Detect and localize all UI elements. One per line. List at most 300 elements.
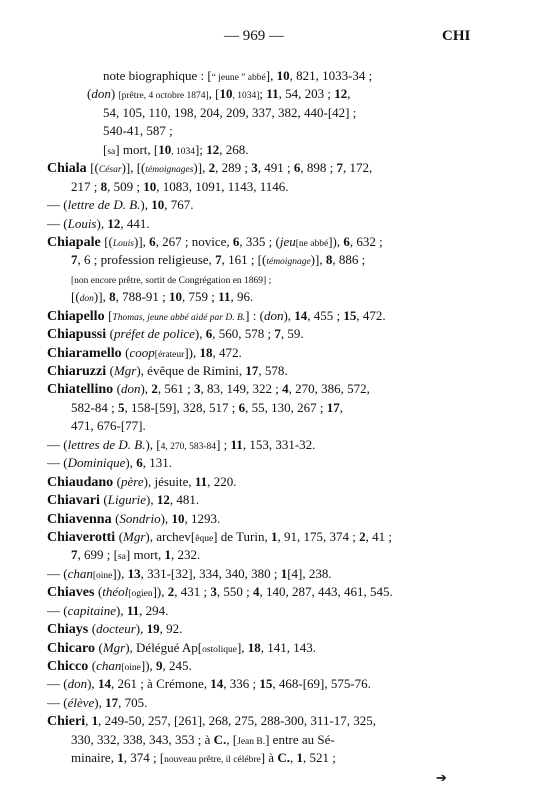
entry-text: chan (96, 658, 122, 673)
entry-text: 11 (230, 436, 243, 452)
entry-text: , 468-[69], 575-76. (272, 676, 371, 692)
entry-text: 5 (117, 399, 125, 415)
entry-text: ), évêque de Rimini, (136, 363, 246, 378)
entry-headword: Chicaro (47, 640, 99, 656)
entry-text: ), (94, 694, 106, 710)
entry-text: , 560, 578 ; (212, 326, 275, 342)
entry-text: , 289 ; (215, 160, 252, 176)
entry-text: , 441. (120, 215, 150, 231)
entry-text: père (121, 473, 144, 489)
index-line (47, 325, 452, 343)
entry-text: , 261 ; à Crémone, (110, 676, 211, 692)
entry-text: 7 (336, 160, 343, 176)
entry-text: 6 (149, 233, 156, 249)
index-line (47, 380, 452, 398)
entry-text: 12 (206, 141, 220, 157)
entry-text: Mgr (102, 639, 126, 655)
entry-text: 540-41, 587 ; (103, 123, 173, 139)
entry-text: , 158-[59], 328, 517 ; (124, 399, 239, 415)
entry-text: — ( (47, 602, 68, 618)
entry-text: don (91, 86, 111, 102)
entry-text: témoignage (266, 257, 311, 268)
index-line (47, 454, 452, 472)
entry-text: 1 (91, 713, 99, 729)
entry-text: )], [( (121, 160, 146, 176)
entry-text: ( (98, 639, 103, 655)
entry-text: don (120, 381, 141, 397)
entry-text: , 41 ; (365, 528, 392, 544)
entry-text: Jean B. (237, 736, 266, 747)
entry-text: , 153, 331-32. (242, 436, 316, 452)
entry-text: 8 (109, 289, 116, 305)
entry-text: , 131. (142, 455, 172, 471)
entry-text: , 886 ; (332, 252, 366, 268)
index-line (47, 639, 452, 657)
entry-text: ), (115, 602, 127, 618)
index-line (47, 399, 452, 417)
index-line (47, 731, 452, 749)
entry-text: , 898 ; (300, 160, 337, 176)
entry-text: , 141, 143. (260, 639, 317, 655)
entry-text: 1 (280, 565, 288, 581)
entry-text: , 509 ; (107, 178, 144, 194)
entry-text: 2 (208, 160, 216, 176)
entry-text: témoignages (145, 165, 194, 176)
entry-text: [ (103, 141, 108, 157)
entry-text: , 455 ; (307, 307, 344, 323)
entry-text: , (85, 713, 92, 729)
page-header (0, 28, 534, 50)
entry-text: 7 (71, 547, 78, 563)
entry-text: , 232. (171, 547, 201, 563)
entry-text: , 161 ; [( (221, 252, 267, 268)
entry-text: , (339, 399, 343, 415)
entry-text: , 788-91 ; (115, 289, 170, 305)
entry-text: ]), (140, 658, 157, 673)
entry-text: 10 (219, 86, 233, 102)
entry-text: , 249-50, 257, [261], 268, 275, 288-300, 311-17, 325, (98, 713, 377, 729)
entry-headword: Chiaudano (47, 474, 117, 490)
entry-text: , 767. (164, 197, 194, 213)
entry-text: 10 (151, 197, 165, 213)
index-line (47, 602, 452, 620)
entry-text: , 1293. (184, 510, 221, 526)
entry-headword: Chiaves (47, 585, 98, 601)
entry-text: préfet de police (114, 326, 195, 342)
entry-text: ; (259, 86, 267, 102)
entry-text: [( (104, 233, 113, 249)
entry-text: 7 (215, 252, 222, 268)
entry-text: ), jésuite, (143, 473, 195, 489)
entry-text: , 699 ; [ (77, 547, 118, 563)
entry-text: lettres de D. B. (67, 436, 146, 452)
entry-text: , 294. (139, 602, 169, 618)
entry-text: , 759 ; (182, 289, 219, 305)
entry-text: 3 (210, 584, 217, 600)
entry-headword: Chicco (47, 659, 92, 674)
entry-text: , 521 ; (302, 750, 336, 766)
entry-text: ]), (184, 344, 200, 360)
entry-text: Ligurie (107, 492, 147, 508)
entry-text: , (289, 750, 297, 766)
entry-text: [ogien (128, 589, 153, 600)
entry-text: , [ (208, 86, 220, 102)
entry-text: )], (93, 289, 110, 305)
entry-text: — ( (47, 565, 68, 581)
entry-text: , 245. (162, 658, 192, 673)
entry-text: 6 (293, 160, 301, 176)
entry-text: , 54, 203 ; (278, 86, 335, 102)
entry-text: 7 (71, 252, 78, 268)
entry-text: don (263, 307, 284, 323)
entry-text: 14 (97, 676, 111, 692)
entry-text: chan (67, 565, 93, 581)
entry-text: Louis (112, 238, 134, 249)
entry-text: , 267 ; novice, (155, 233, 233, 249)
entry-text: , 1034] (232, 91, 260, 102)
index-line (47, 270, 452, 288)
index-line (47, 104, 452, 122)
entry-text: 2 (151, 381, 158, 397)
entry-text: ]), (112, 565, 128, 581)
entry-text: ), (125, 455, 137, 471)
entry-text: ] mort, [ (115, 141, 159, 157)
entry-text: ), [ (145, 436, 161, 452)
entry-text: , 59. (280, 326, 304, 342)
entry-text: , 336 ; (223, 676, 260, 692)
entry-text: minaire, (71, 750, 118, 766)
entry-text: 6 (136, 455, 143, 471)
entry-text: )], (310, 252, 326, 268)
entry-text: , (347, 86, 351, 102)
entry-text: , 578. (258, 363, 288, 378)
entry-text: , 374 ; [ (123, 750, 165, 766)
index-line (47, 417, 452, 435)
entry-text: sa (117, 552, 126, 563)
index-line (47, 122, 452, 140)
entry-text: 12 (107, 215, 121, 231)
entry-text: élève (67, 694, 95, 710)
entry-text: 582-84 ; (71, 399, 118, 415)
entry-text: — ( (47, 455, 68, 471)
entry-text: ] : ( (245, 307, 264, 323)
entry-text: “ jeune ” abbé (211, 73, 266, 83)
entry-text: ] de Turin, (213, 528, 271, 544)
entry-text: 15 (343, 307, 357, 323)
entry-text: [érateur (154, 349, 185, 360)
entry-text: 17 (326, 399, 340, 415)
entry-text: 19 (146, 621, 160, 637)
section-label: CHI (442, 28, 471, 44)
entry-text: ( (109, 326, 114, 342)
entry-text: 10 (171, 510, 185, 526)
entry-text: 18 (247, 639, 261, 655)
index-line (47, 749, 452, 767)
entry-text: , 561 ; (157, 381, 194, 397)
entry-text: , 431 ; (174, 584, 211, 600)
entry-text: 12 (156, 492, 170, 508)
entry-text: êque (195, 533, 214, 544)
entry-text: 4 (253, 584, 260, 600)
entry-text: 7 (274, 326, 281, 342)
entry-text: sa (107, 146, 116, 157)
entry-text: ( (97, 584, 103, 600)
entry-text: théol (102, 584, 129, 600)
entry-text: 10 (143, 178, 157, 194)
entry-text: , 705. (118, 694, 148, 710)
index-entries (47, 67, 452, 768)
entry-text: , 331-[32], 334, 340, 380 ; (140, 565, 281, 581)
entry-text: , 472. (356, 307, 386, 323)
entry-text: , 472. (212, 344, 242, 360)
index-line (47, 67, 452, 85)
entry-text: ]), (328, 233, 344, 249)
entry-text: , [ (226, 731, 238, 747)
entry-text: )], (193, 160, 209, 176)
page-number: — 969 — (224, 28, 284, 44)
index-line (47, 141, 452, 159)
entry-text: , 220. (207, 473, 237, 489)
entry-text: 17 (245, 363, 259, 378)
entry-text: capitaine (67, 602, 116, 618)
entry-text: 8 (325, 252, 333, 268)
index-line (47, 362, 452, 380)
entry-text: 14 (294, 307, 308, 323)
entry-text: ] ; (216, 436, 231, 452)
entry-text: 15 (259, 676, 273, 692)
entry-text: ), Délégué Ap[ (125, 639, 203, 655)
entry-text: ) (110, 86, 119, 102)
entry-text: [prêtre, 4 octobre 1874] (118, 91, 209, 102)
entry-headword: Chiapello (47, 308, 109, 324)
index-line (47, 491, 452, 509)
entry-headword: Chiatellino (47, 382, 117, 398)
entry-text: 11 (266, 86, 279, 102)
entry-text: , 481. (169, 492, 200, 508)
entry-text: ] entre au Sé- (265, 731, 335, 747)
entry-text: — ( (47, 694, 68, 710)
entry-text: ( (91, 621, 97, 637)
entry-text: 12 (334, 86, 348, 102)
index-line (47, 546, 452, 564)
entry-text: 330, 332, 338, 343, 353 ; à (71, 731, 214, 747)
entry-text: 11 (126, 602, 140, 618)
index-line (47, 159, 452, 177)
index-line (47, 196, 452, 214)
index-line (47, 657, 452, 675)
index-line (47, 510, 452, 528)
entry-text: ]; (194, 141, 207, 157)
entry-text: , 92. (159, 621, 183, 637)
entry-text: — ( (47, 436, 68, 452)
entry-text: 4, 270, 583-84 (160, 441, 217, 452)
entry-text: ), (283, 307, 295, 323)
index-line (47, 178, 452, 196)
entry-text: ), (160, 510, 172, 526)
index-line (47, 215, 452, 233)
entry-text: jeu (279, 233, 296, 249)
entry-text: ), (140, 197, 152, 213)
entry-text: 1 (270, 528, 278, 544)
entry-headword: Chiala (47, 161, 91, 177)
entry-text: , 550 ; (216, 584, 253, 600)
index-line (47, 565, 452, 583)
entry-text: don (79, 294, 94, 305)
entry-text: [non encore prêtre, sortit de Congrégation en 1869] ; (71, 275, 272, 286)
entry-text: don (67, 676, 88, 692)
entry-text: 8 (100, 178, 108, 194)
entry-text: 6 (343, 233, 350, 249)
entry-text: Louis (67, 215, 97, 231)
index-line (47, 473, 452, 491)
entry-text: [oine (92, 570, 113, 581)
index-line (47, 233, 452, 251)
entry-text: , 821, 1033-34 ; (289, 68, 373, 83)
entry-text: — ( (47, 676, 68, 692)
entry-text: ( (87, 86, 92, 102)
entry-text: Thomas, jeune abbé aidé par D. B. (112, 312, 246, 323)
continuation-arrow-icon: ➔ (436, 770, 447, 785)
entry-text: [( (90, 160, 99, 176)
entry-text: C. (213, 731, 227, 747)
entry-text: ], (236, 639, 248, 655)
entry-text: 2 (359, 528, 366, 544)
entry-text: note biographique : [ (103, 68, 212, 83)
entry-text: 217 ; (71, 178, 101, 194)
entry-text: , 96. (230, 289, 254, 305)
entry-text: , 6 ; profession religieuse, (77, 252, 216, 268)
entry-text: ostolique (202, 644, 237, 655)
entry-text: ), (87, 676, 98, 692)
entry-text: 10 (169, 289, 183, 305)
entry-text: ] à (260, 750, 278, 766)
entry-text: ( (118, 528, 124, 544)
entry-headword: Chiapussi (47, 327, 110, 343)
entry-text: , 83, 149, 322 ; (200, 381, 283, 397)
entry-text: [( (71, 289, 80, 305)
entry-text: 6 (238, 399, 246, 415)
entry-text: C. (277, 750, 290, 766)
entry-text: 9 (156, 658, 163, 673)
entry-text: , 335 ; ( (239, 233, 280, 249)
entry-text: 6 (205, 326, 213, 342)
entry-headword: Chieri (47, 714, 86, 730)
entry-text: César (98, 165, 122, 176)
entry-text: [ (108, 307, 113, 323)
entry-text: , 91, 175, 374 ; (277, 528, 360, 544)
entry-headword: Chiavari (47, 493, 104, 509)
entry-text: ), (135, 621, 147, 637)
entry-text: 1 (296, 750, 303, 766)
index-line (47, 712, 452, 730)
entry-text: ( (109, 363, 114, 378)
entry-text: , 270, 386, 572, (288, 381, 370, 397)
entry-text: 10 (276, 68, 290, 83)
index-line (47, 620, 452, 638)
entry-text: ( (125, 344, 130, 360)
entry-text: ( (115, 510, 120, 526)
entry-text: ( (103, 492, 108, 508)
entry-headword: Chiays (47, 622, 92, 638)
entry-headword: Chiapale (47, 234, 105, 250)
entry-text: 2 (167, 584, 175, 600)
entry-text: 54, 105, 110, 198, 204, 209, 337, 382, 440-[42] ; (103, 104, 357, 120)
index-line (47, 583, 452, 601)
entry-text: ), (140, 381, 152, 397)
entry-text: Dominique (67, 455, 126, 471)
entry-text: [ne abbé (295, 238, 329, 249)
entry-text: 471, 676-[77]. (71, 418, 146, 434)
index-line (47, 694, 452, 712)
entry-text: 17 (105, 694, 119, 710)
entry-text: — ( (47, 197, 68, 213)
entry-text: 3 (193, 381, 201, 397)
entry-text: 4 (282, 381, 289, 397)
entry-text: ( (91, 658, 97, 673)
entry-text: ], (265, 68, 277, 83)
entry-text: docteur (96, 621, 136, 637)
entry-text: , 1083, 1091, 1143, 1146. (156, 178, 289, 194)
index-line (47, 307, 452, 325)
index-line (47, 251, 452, 269)
entry-text: lettre de D. B. (67, 197, 141, 213)
entry-headword: Chiaramello (47, 345, 126, 361)
entry-text: ), (146, 492, 157, 508)
index-line (47, 675, 452, 693)
entry-text: ( (116, 473, 121, 489)
entry-text: 1 (117, 750, 124, 766)
entry-text: Mgr (113, 363, 137, 378)
entry-text: [oine (121, 663, 141, 673)
entry-text: , 172, (342, 160, 373, 176)
entry-text: ), (194, 326, 206, 342)
entry-text: , 268. (219, 141, 249, 157)
index-line (47, 288, 452, 306)
entry-text: ]), (152, 584, 168, 600)
entry-text: ( (116, 381, 121, 397)
index-line (47, 85, 452, 103)
entry-text: ), archev[ (145, 528, 196, 544)
entry-text: Mgr (123, 528, 146, 544)
entry-text: , 491 ; (257, 160, 294, 176)
entry-text: 14 (210, 676, 224, 692)
entry-text: , 140, 287, 443, 461, 545. (259, 584, 393, 600)
entry-text: 1 (164, 547, 172, 563)
entry-text: — ( (47, 215, 68, 231)
entry-text: , 55, 130, 267 ; (245, 399, 327, 415)
entry-text: , 1034 (171, 146, 195, 157)
entry-text: 3 (251, 160, 258, 176)
index-line (47, 528, 452, 546)
entry-text: 11 (218, 289, 231, 305)
entry-headword: Chiavenna (47, 511, 116, 527)
entry-text: 13 (127, 565, 141, 581)
index-line (47, 436, 452, 454)
entry-text: coop (129, 344, 155, 360)
entry-headword: Chiaruzzi (47, 364, 110, 379)
entry-text: , 632 ; (349, 233, 383, 249)
entry-text: 18 (199, 344, 213, 360)
entry-text: ] mort, (125, 547, 165, 563)
entry-text: nouveau prêtre, il célébre (164, 755, 261, 766)
entry-headword: Chiaverotti (47, 529, 119, 545)
index-line (47, 344, 452, 362)
entry-text: [4], 238. (287, 565, 332, 581)
entry-text: 11 (194, 473, 208, 489)
entry-text: 6 (232, 233, 240, 249)
entry-text: ), (96, 215, 108, 231)
entry-text: Sondrio (119, 510, 161, 526)
